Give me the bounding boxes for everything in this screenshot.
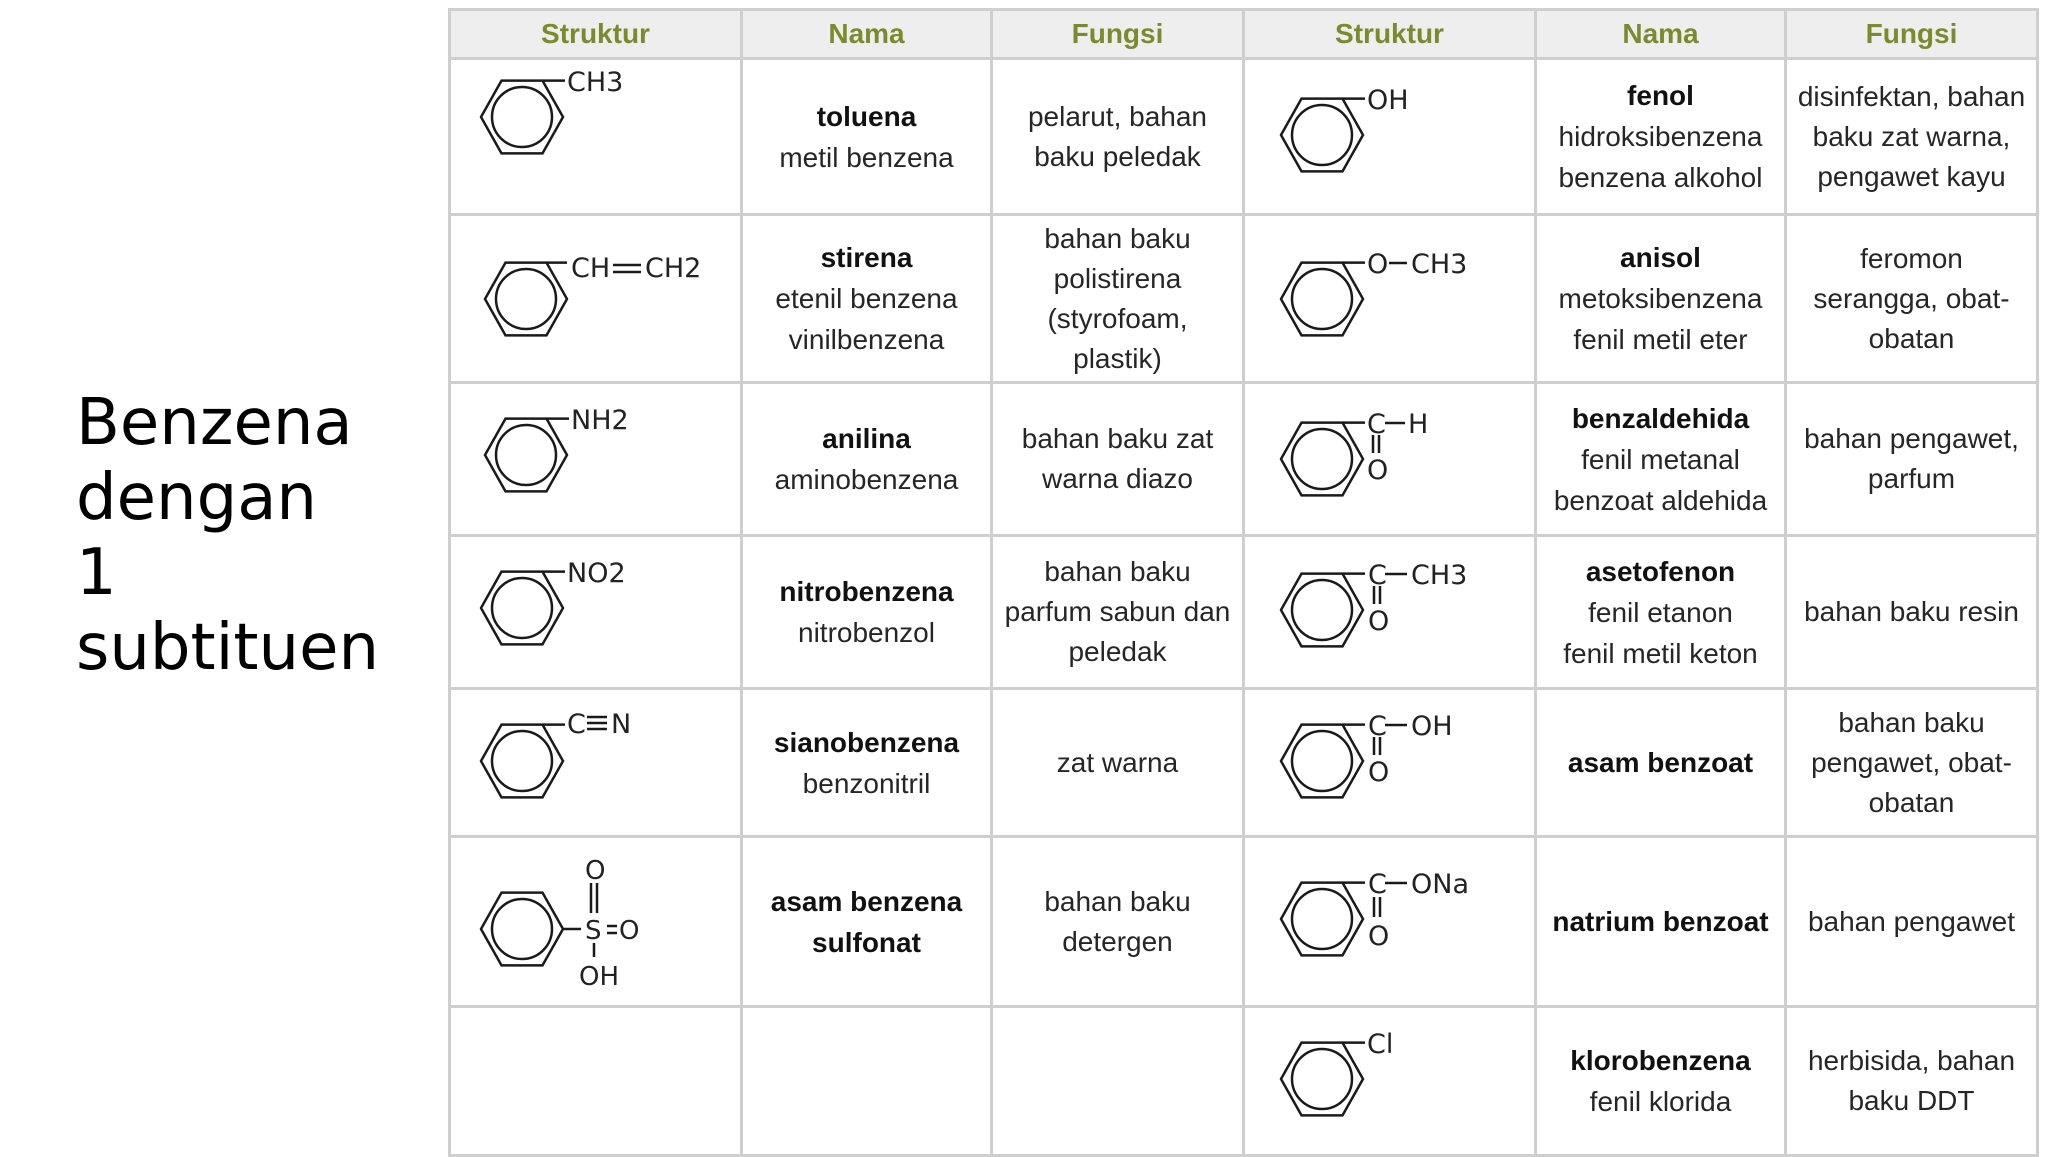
benzonitrile-structure [457, 693, 749, 833]
header-fungsi-right: Fungsi [1786, 10, 2038, 59]
function-text: bahan pengawet [1807, 905, 2016, 937]
benzoic-acid-structure [1251, 693, 1543, 833]
label-oh: OH [1411, 710, 1453, 742]
function-cell [1786, 536, 2038, 689]
benzene-table-container [448, 8, 2039, 1157]
function-text: baku peledak [1034, 140, 1201, 172]
name-cell [1536, 689, 1786, 837]
name-cell [1536, 215, 1786, 383]
table-row [450, 536, 2038, 689]
function-cell [992, 689, 1244, 837]
header-fungsi-left: Fungsi [992, 10, 1244, 59]
structure-cell [450, 383, 742, 536]
name-cell [1536, 383, 1786, 536]
acetophenone-structure [1251, 540, 1543, 685]
label-c: C [1367, 408, 1386, 440]
table-row [450, 689, 2038, 837]
header-nama-left: Nama [742, 10, 992, 59]
nitrobenzene-structure [457, 540, 749, 685]
label-o: O [1368, 605, 1390, 637]
function-text: baku zat warna, [1812, 120, 2011, 152]
empty-cell [742, 1007, 992, 1156]
function-text: baku DDT [1848, 1085, 1975, 1116]
label-o-top: O [585, 855, 606, 886]
function-cell [1786, 59, 2038, 215]
structure-cell [450, 837, 742, 1007]
compound-name: stirena [820, 242, 913, 273]
compound-name: fenol [1627, 80, 1694, 111]
name-cell [1536, 1007, 1786, 1156]
function-text: bahan baku [1838, 706, 1985, 738]
label-n: N [611, 708, 632, 740]
structure-cell [1244, 837, 1536, 1007]
compound-alt-name: fenil klorida [1589, 1086, 1732, 1117]
empty-cell [992, 1007, 1244, 1156]
compound-alt-name: vinilbenzena [788, 324, 945, 355]
function-text: pengawet kayu [1817, 160, 2006, 192]
function-text: plastik) [1073, 342, 1162, 374]
function-cell [992, 536, 1244, 689]
compound-alt-name: benzena alkohol [1558, 162, 1763, 193]
benzene-compounds-table [448, 8, 2039, 1157]
compound-alt-name: fenil etanon [1588, 596, 1733, 628]
compound-alt-name: nitrobenzol [798, 617, 935, 648]
name-cell [742, 536, 992, 689]
label-ch3: CH3 [1411, 559, 1468, 591]
name-cell [1536, 837, 1786, 1007]
structure-cell [1244, 59, 1536, 215]
function-text: zat warna [1056, 746, 1179, 778]
anisole-structure [1251, 219, 1543, 379]
function-text: bahan baku resin [1804, 596, 2019, 627]
header-struktur-right: Struktur [1244, 10, 1536, 59]
function-text: obatan [1868, 322, 1955, 354]
compound-alt-name: benzonitril [802, 767, 931, 799]
compound-alt-name: fenil metil keton [1563, 637, 1758, 669]
label-ch: CH [571, 252, 611, 284]
function-text: bahan pengawet, [1804, 423, 2019, 454]
compound-name: nitrobenzena [779, 576, 954, 607]
compound-alt-name: fenil metanal [1581, 443, 1740, 475]
compound-alt-name: etenil benzena [775, 283, 958, 314]
function-text: peledak [1068, 636, 1167, 667]
aniline-structure [457, 387, 749, 532]
table-header-row [450, 10, 2038, 59]
label-ch3: CH3 [1411, 248, 1468, 280]
function-text: detergen [1062, 925, 1173, 957]
compound-alt-name: metoksibenzena [1558, 283, 1763, 314]
function-text: bahan baku [1044, 556, 1191, 587]
label-nh2: NH2 [571, 404, 629, 436]
table-row [450, 1007, 2038, 1156]
compound-name: asam benzoat [1567, 747, 1754, 778]
compound-alt-name: aminobenzena [774, 464, 959, 495]
compound-alt-name: hidroksibenzena [1558, 121, 1763, 152]
function-text: bahan baku [1044, 222, 1191, 254]
function-text: serangga, obat- [1813, 282, 2010, 314]
label-no2: NO2 [567, 557, 626, 589]
benzenesulfonic-acid-structure [457, 841, 749, 1003]
structure-cell [1244, 383, 1536, 536]
structure-cell [450, 59, 742, 215]
name-cell [742, 215, 992, 383]
label-ona: ONa [1411, 868, 1469, 900]
table-row [450, 383, 2038, 536]
name-cell [742, 59, 992, 215]
function-text: warna diazo [1042, 463, 1193, 494]
label-c: C [567, 708, 586, 740]
structure-cell [450, 689, 742, 837]
label-ch3: CH3 [567, 66, 624, 98]
function-text: disinfektan, bahan [1797, 80, 2026, 112]
function-text: parfum [1867, 463, 1956, 494]
structure-cell [1244, 536, 1536, 689]
label-o-right: O [619, 915, 640, 946]
slide-title: Benzena dengan 1 subtituen [76, 386, 379, 685]
table-row [450, 59, 2038, 215]
header-nama-right: Nama [1536, 10, 1786, 59]
name-cell [1536, 536, 1786, 689]
label-o: O [1367, 454, 1389, 486]
structure-cell [1244, 689, 1536, 837]
name-cell [742, 383, 992, 536]
function-text: polistirena [1053, 262, 1182, 294]
function-cell [1786, 689, 2038, 837]
table-row [450, 215, 2038, 383]
styrene-structure [457, 219, 749, 379]
header-struktur-left: Struktur [450, 10, 742, 59]
label-c: C [1368, 559, 1387, 591]
label-cl: Cl [1367, 1028, 1394, 1060]
function-text: bahan baku [1044, 885, 1191, 917]
compound-name: natrium benzoat [1552, 906, 1769, 937]
function-text: pengawet, obat- [1811, 746, 2012, 778]
structure-cell [450, 536, 742, 689]
function-text: (styrofoam, [1047, 302, 1188, 334]
label-o: O [1368, 756, 1390, 788]
function-cell [1786, 1007, 2038, 1156]
label-o: O [1367, 248, 1389, 280]
function-cell [992, 837, 1244, 1007]
structure-cell [450, 215, 742, 383]
structure-cell [1244, 215, 1536, 383]
function-text: feromon [1860, 242, 1963, 274]
structure-cell [1244, 1007, 1536, 1156]
function-cell [992, 59, 1244, 215]
sodium-benzoate-structure [1251, 841, 1543, 1003]
function-cell [992, 215, 1244, 383]
compound-alt-name: fenil metil eter [1573, 324, 1748, 355]
compound-name: anisol [1620, 242, 1701, 273]
function-text: parfum sabun dan [1004, 596, 1231, 627]
name-cell [742, 689, 992, 837]
compound-name: benzaldehida [1571, 402, 1750, 434]
compound-name: toluena [816, 100, 917, 132]
label-oh: OH [1367, 84, 1409, 116]
table-row [450, 837, 2038, 1007]
label-c: C [1368, 710, 1387, 742]
benzaldehyde-structure [1251, 387, 1543, 532]
compound-name: sianobenzena [773, 726, 960, 758]
label-s: S [585, 915, 602, 946]
compound-name: asetofenon [1585, 555, 1736, 587]
compound-name: anilina [822, 423, 911, 454]
function-cell [1786, 383, 2038, 536]
compound-name: asam benzena sulfonat [770, 885, 963, 958]
compound-name: klorobenzena [1570, 1045, 1751, 1076]
phenol-structure [1251, 67, 1543, 207]
function-text: pelarut, bahan [1027, 100, 1208, 132]
function-cell [1786, 215, 2038, 383]
compound-alt-name: metil benzena [779, 141, 954, 173]
function-cell [992, 383, 1244, 536]
label-ch2: CH2 [645, 252, 702, 284]
function-text: bahan baku zat [1021, 423, 1214, 454]
function-text: herbisida, bahan [1807, 1045, 2016, 1076]
name-cell [742, 837, 992, 1007]
label-c: C [1368, 868, 1387, 900]
label-oh: OH [579, 961, 620, 992]
empty-cell [450, 1007, 742, 1156]
toluene-structure [457, 67, 749, 207]
compound-alt-name: benzoat aldehida [1553, 484, 1768, 516]
label-h: H [1408, 408, 1429, 440]
label-o: O [1368, 920, 1390, 952]
function-cell [1786, 837, 2038, 1007]
chlorobenzene-structure [1251, 1011, 1543, 1152]
function-text: obatan [1868, 786, 1955, 818]
name-cell [1536, 59, 1786, 215]
